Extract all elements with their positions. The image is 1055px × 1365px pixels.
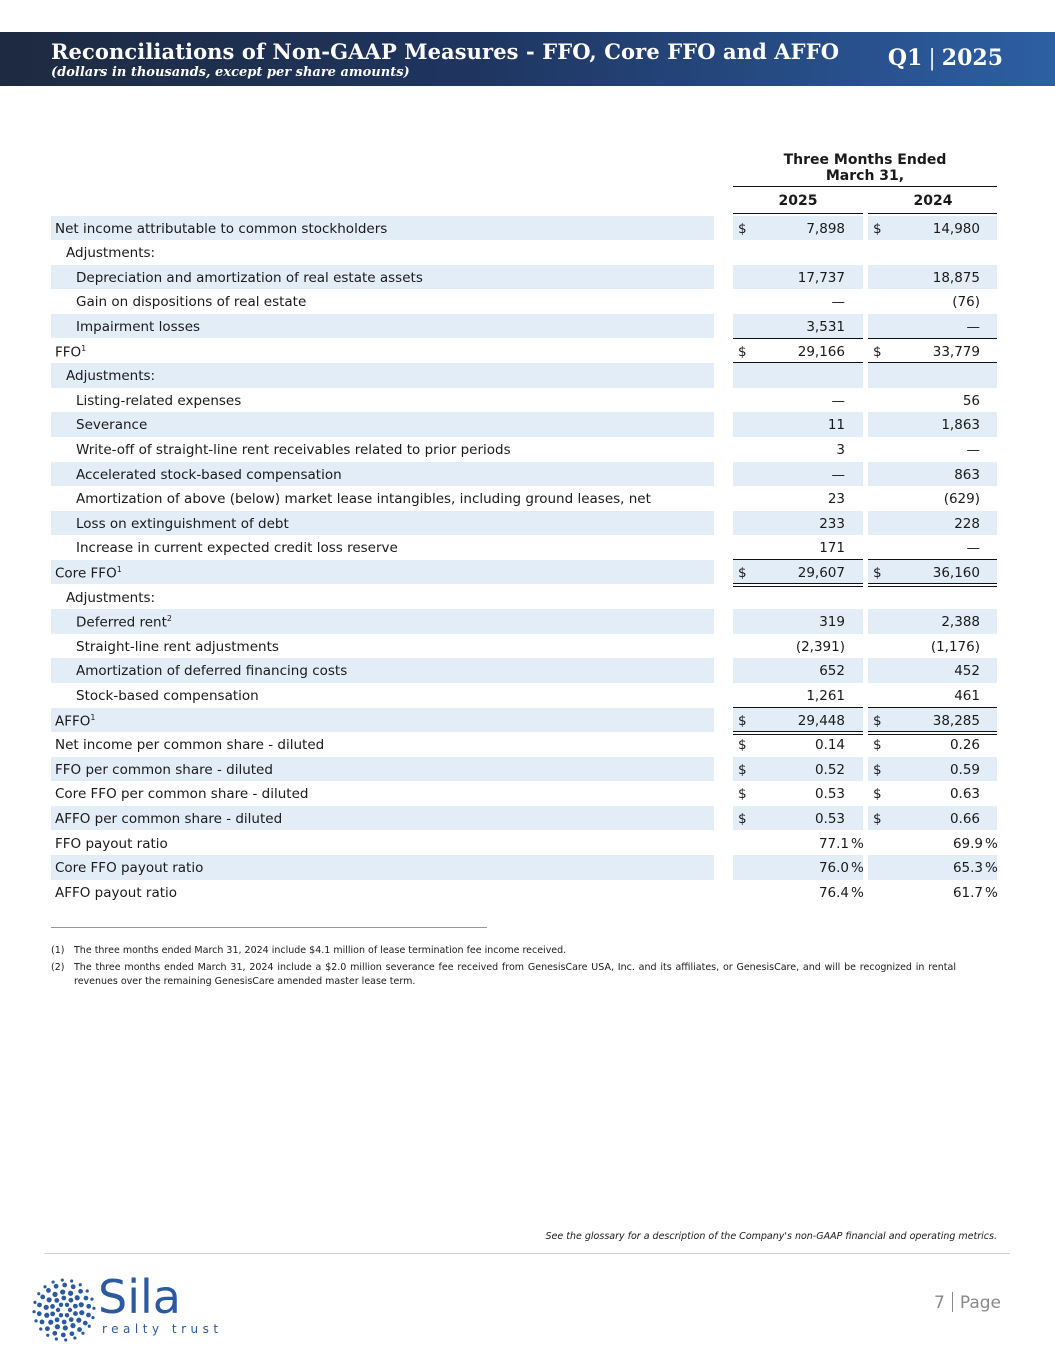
row-label: Depreciation and amortization of real estate assets — [76, 269, 423, 286]
value-2025: 3 — [836, 441, 845, 458]
table-row — [51, 462, 997, 487]
value-2024: (629) — [943, 491, 980, 508]
value-2024: (76) — [952, 294, 980, 311]
row-label: AFFO per common share - diluted — [55, 810, 283, 827]
quarter: Q1 — [887, 45, 923, 71]
percent-2025: % — [851, 835, 864, 852]
page-number-value: 7 — [934, 1293, 945, 1313]
table-row — [51, 708, 997, 733]
value-2025: 233 — [819, 515, 845, 532]
currency-symbol-2025: $ — [738, 761, 747, 778]
row-label: Net income per common share - diluted — [55, 737, 325, 754]
row-label: Increase in current expected credit loss reserve — [76, 540, 398, 557]
value-2025: — — [831, 466, 845, 483]
row-label: Amortization of above (below) market lease intangibles, including ground leases, net — [76, 491, 651, 508]
table-row — [51, 265, 997, 290]
row-label: Straight-line rent adjustments — [76, 638, 279, 655]
logo-tagline: realty trust — [102, 1322, 223, 1336]
row-label: Deferred rent$^2$ — [76, 614, 172, 631]
table-row — [51, 658, 997, 683]
year-header-2025: 2025 — [778, 193, 818, 209]
row-label: Net income attributable to common stockholders — [55, 220, 388, 237]
value-2024: 2,388 — [941, 614, 980, 631]
value-2025: 23 — [827, 491, 845, 508]
table-row — [51, 412, 997, 437]
currency-symbol-2024: $ — [873, 220, 882, 237]
table-row — [51, 289, 997, 314]
footnote-1 — [51, 944, 956, 958]
value-2024: 461 — [954, 687, 980, 704]
percent-2024: % — [985, 860, 998, 877]
column-group-header-line1: Three Months Ended — [783, 152, 947, 168]
table-row — [51, 609, 997, 634]
currency-symbol-2025: $ — [738, 712, 747, 729]
glossary-note: See the glossary for a description of the Company's non-GAAP financial and operating metrics. — [545, 1231, 997, 1242]
value-2024: 36,160 — [932, 564, 980, 581]
value-2024: 0.26 — [949, 737, 980, 754]
currency-symbol-2025: $ — [738, 737, 747, 754]
table-row — [51, 781, 997, 806]
quarter-label — [888, 45, 1003, 71]
column-group-rule — [733, 186, 997, 187]
value-2025: — — [831, 392, 845, 409]
row-label: FFO$^1$ — [55, 343, 87, 360]
value-2025: 171 — [819, 540, 845, 557]
value-2024: 61.7 — [952, 884, 983, 901]
table-row — [51, 363, 997, 388]
logo-burst-icon — [32, 1278, 96, 1342]
row-label: Stock-based compensation — [76, 687, 259, 704]
table-row — [51, 732, 997, 757]
value-2024: 69.9 — [952, 835, 983, 852]
currency-symbol-2025: $ — [738, 220, 747, 237]
row-label: Core FFO payout ratio — [55, 860, 204, 877]
currency-symbol-2025: $ — [738, 810, 747, 827]
value-2024: 0.63 — [949, 786, 980, 803]
value-2025: 29,607 — [797, 564, 845, 581]
row-label: FFO payout ratio — [55, 835, 168, 852]
logo-wordmark: Sila — [98, 1270, 181, 1324]
currency-symbol-2024: $ — [873, 810, 882, 827]
value-2024: 56 — [962, 392, 980, 409]
table-row — [51, 683, 997, 708]
year-rule-2024 — [868, 213, 997, 214]
footnote-ref: 1 — [81, 343, 87, 353]
value-2025: 0.53 — [814, 786, 845, 803]
value-2024: — — [966, 318, 980, 335]
table-row — [51, 757, 997, 782]
year-rule-2025 — [733, 213, 863, 214]
footnote-ref: 1 — [90, 712, 96, 722]
footer-rule — [44, 1253, 1010, 1254]
row-label: AFFO$^1$ — [55, 712, 96, 729]
value-2025: 319 — [819, 614, 845, 631]
page-number — [934, 1292, 1001, 1313]
page-number-divider — [952, 1292, 953, 1312]
quarter-separator: | — [928, 46, 936, 71]
table-row — [51, 831, 997, 856]
footnote-rule — [51, 927, 487, 928]
row-label: Adjustments: — [66, 245, 156, 262]
row-shade — [51, 708, 714, 733]
table-row — [51, 806, 997, 831]
row-label: Adjustments: — [66, 368, 156, 385]
value-2025: 29,448 — [797, 712, 845, 729]
row-label: FFO per common share - diluted — [55, 761, 273, 778]
value-2025: 3,531 — [806, 318, 845, 335]
value-2024: 0.59 — [949, 761, 980, 778]
value-2024: 38,285 — [932, 712, 980, 729]
currency-symbol-2025: $ — [738, 786, 747, 803]
currency-symbol-2025: $ — [738, 564, 747, 581]
value-2025: (2,391) — [795, 638, 845, 655]
row-shade — [51, 412, 714, 437]
value-2025: 7,898 — [806, 220, 845, 237]
table-row — [51, 634, 997, 659]
value-2025: — — [831, 294, 845, 311]
row-label: Accelerated stock-based compensation — [76, 466, 342, 483]
currency-symbol-2025: $ — [738, 343, 747, 360]
table-row — [51, 585, 997, 610]
currency-symbol-2024: $ — [873, 343, 882, 360]
footnote-ref: 1 — [116, 564, 122, 574]
value-2025: 0.14 — [814, 737, 845, 754]
footnote-text: The three months ended March 31, 2024 include a $2.0 million severance fee received from GenesisCare USA, Inc. and its affiliates, or GenesisCare, and will be recognized in rental revenues over the remaining GenesisCare amended master lease term. — [74, 962, 956, 987]
footnote-number: (2) — [51, 962, 65, 973]
value-2024: 14,980 — [932, 220, 980, 237]
percent-2025: % — [851, 860, 864, 877]
row-shade — [868, 363, 997, 388]
value-2024: 33,779 — [932, 343, 980, 360]
percent-2024: % — [985, 884, 998, 901]
page-title: Reconciliations of Non-GAAP Measures - FFO, Core FFO and AFFO — [51, 39, 840, 64]
year-header-2024: 2024 — [913, 193, 953, 209]
value-2025: 29,166 — [797, 343, 845, 360]
table-row — [51, 314, 997, 339]
row-label: Listing-related expenses — [76, 392, 242, 409]
row-label: Adjustments: — [66, 589, 156, 606]
footnote-number: (1) — [51, 945, 65, 956]
table-row — [51, 511, 997, 536]
footnote-2 — [51, 961, 956, 989]
value-2025: 76.4 — [818, 884, 849, 901]
value-2024: — — [966, 441, 980, 458]
table-row — [51, 855, 997, 880]
row-label: Core FFO per common share - diluted — [55, 786, 309, 803]
table-row — [51, 560, 997, 585]
value-2025: 1,261 — [806, 687, 845, 704]
column-group-header-line2: March 31, — [825, 168, 905, 184]
table-row — [51, 535, 997, 560]
row-label: Gain on dispositions of real estate — [76, 294, 307, 311]
percent-2024: % — [985, 835, 998, 852]
value-2025: 76.0 — [818, 860, 849, 877]
value-2024: 65.3 — [952, 860, 983, 877]
table-row — [51, 339, 997, 364]
row-shade — [51, 560, 714, 585]
value-2025: 77.1 — [818, 835, 849, 852]
row-label: AFFO payout ratio — [55, 884, 178, 901]
value-2025: 17,737 — [797, 269, 845, 286]
percent-2025: % — [851, 884, 864, 901]
page-label: Page — [959, 1293, 1001, 1313]
value-2024: (1,176) — [930, 638, 980, 655]
row-label: Loss on extinguishment of debt — [76, 515, 289, 532]
value-2024: 0.66 — [949, 810, 980, 827]
row-label: Amortization of deferred financing costs — [76, 663, 348, 680]
table-row — [51, 216, 997, 241]
row-label: Write-off of straight-line rent receivables related to prior periods — [76, 441, 511, 458]
value-2024: — — [966, 540, 980, 557]
currency-symbol-2024: $ — [873, 737, 882, 754]
value-2024: 863 — [954, 466, 980, 483]
value-2025: 0.53 — [814, 810, 845, 827]
currency-symbol-2024: $ — [873, 564, 882, 581]
currency-symbol-2024: $ — [873, 786, 882, 803]
table-row — [51, 880, 997, 905]
value-2025: 0.52 — [814, 761, 845, 778]
value-2024: 228 — [954, 515, 980, 532]
table-row — [51, 486, 997, 511]
footnote-text: The three months ended March 31, 2024 include $4.1 million of lease termination fee income received. — [74, 945, 567, 956]
currency-symbol-2024: $ — [873, 712, 882, 729]
header-banner — [0, 32, 1055, 86]
row-label: Severance — [76, 417, 148, 434]
row-shade — [733, 363, 863, 388]
year: 2025 — [941, 45, 1003, 71]
value-2024: 18,875 — [932, 269, 980, 286]
table-row — [51, 240, 997, 265]
page-subtitle: (dollars in thousands, except per share amounts) — [51, 65, 410, 80]
value-2024: 452 — [954, 663, 980, 680]
value-2025: 652 — [819, 663, 845, 680]
currency-symbol-2024: $ — [873, 761, 882, 778]
table-row — [51, 437, 997, 462]
value-2024: 1,863 — [941, 417, 980, 434]
row-label: Core FFO$^1$ — [55, 564, 122, 582]
value-2025: 11 — [827, 417, 845, 434]
row-label: Impairment losses — [76, 318, 201, 335]
table-row — [51, 388, 997, 413]
footnote-ref: 2 — [166, 614, 172, 624]
company-logo — [32, 1270, 223, 1342]
